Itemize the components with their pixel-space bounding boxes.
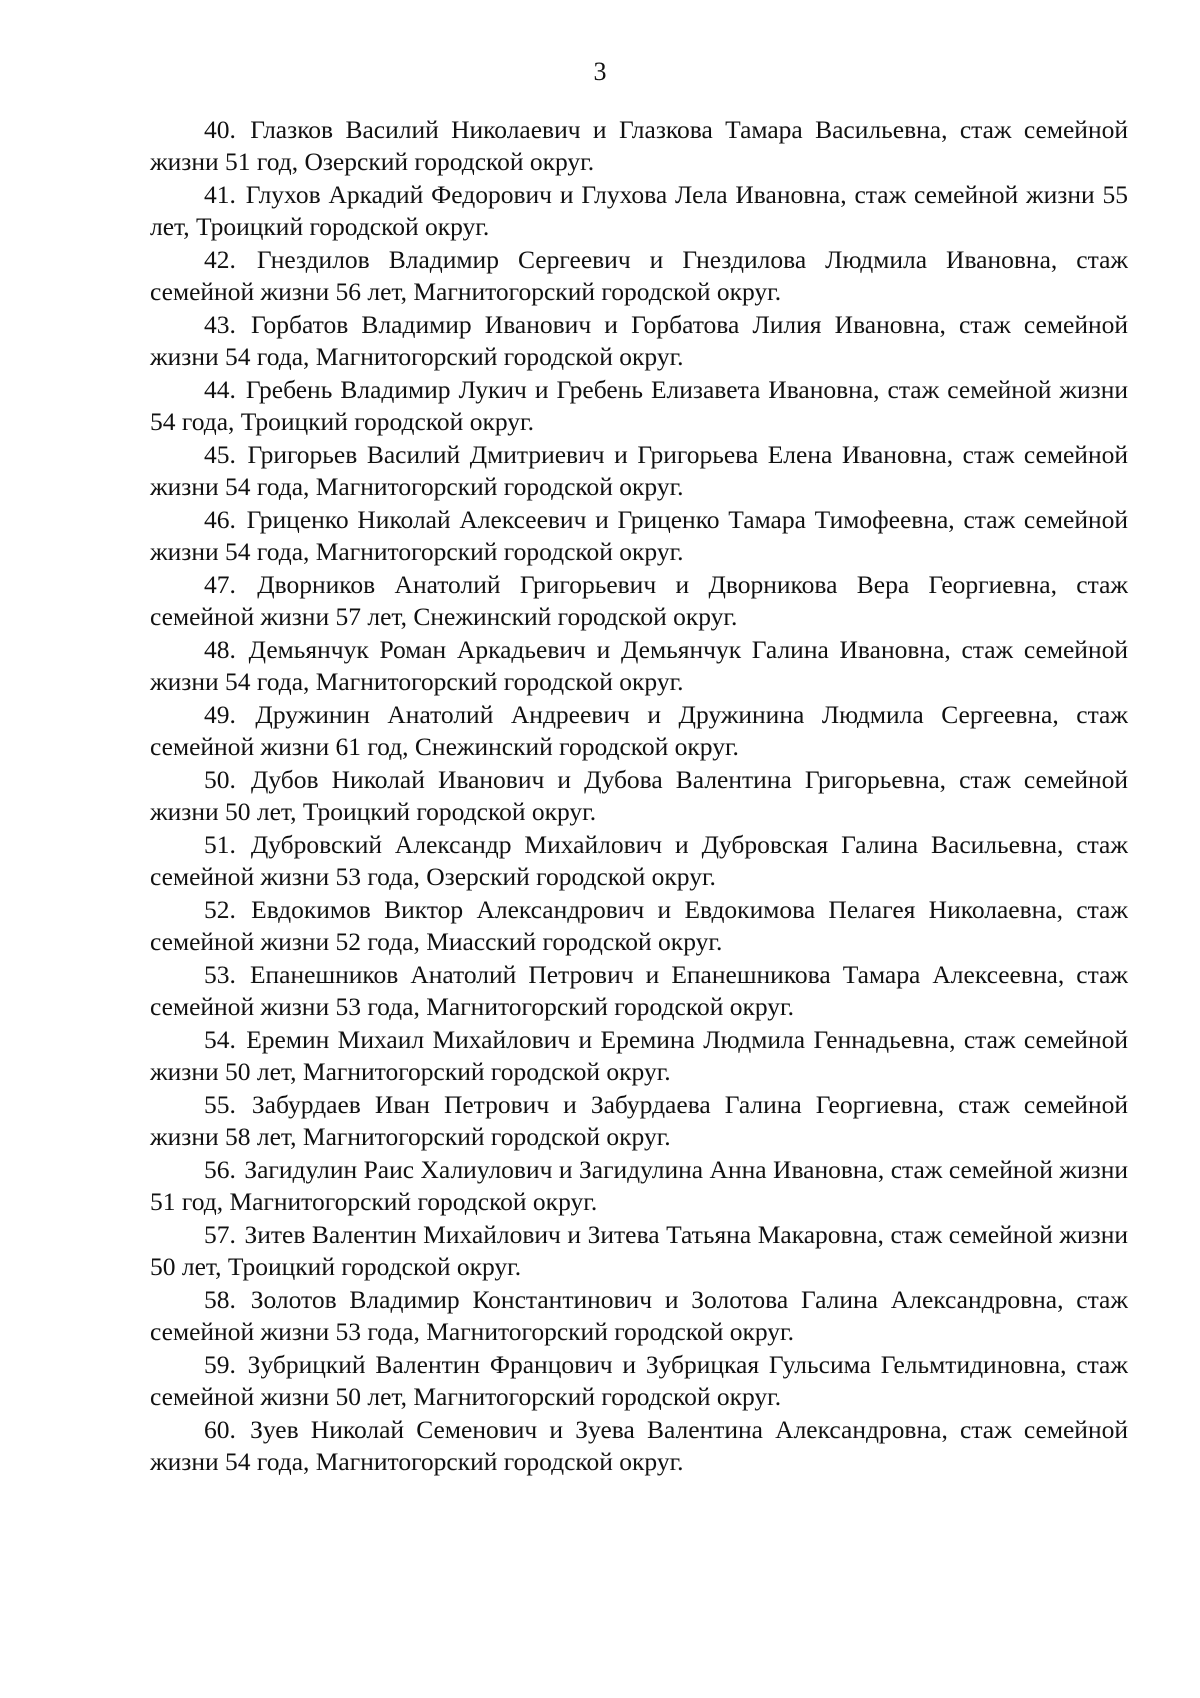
entry-number: 43. <box>204 310 236 339</box>
list-item <box>150 439 1128 503</box>
entry-text: Демьянчук Роман Аркадьевич и Демьянчук Галина Ивановна, стаж семейной жизни 54 года, Магнитогорский городской округ. <box>150 635 1128 696</box>
list-item <box>150 374 1128 438</box>
entry-text: Дубровский Александр Михайлович и Дубровская Галина Васильевна, стаж семейной жизни 53 года, Озерский городской округ. <box>150 830 1128 891</box>
entry-text: Дворников Анатолий Григорьевич и Дворникова Вера Георгиевна, стаж семейной жизни 57 лет, Снежинский городской округ. <box>150 570 1128 631</box>
list-item <box>150 309 1128 373</box>
list-item <box>150 244 1128 308</box>
list-item <box>150 504 1128 568</box>
entry-text: Гнездилов Владимир Сергеевич и Гнездилова Людмила Ивановна, стаж семейной жизни 56 лет, Магнитогорский городской округ. <box>150 245 1129 306</box>
entry-text: Дружинин Анатолий Андреевич и Дружинина Людмила Сергеевна, стаж семейной жизни 61 год, Снежинский городской округ. <box>150 700 1128 761</box>
entry-number: 42. <box>204 245 236 274</box>
entry-number: 55. <box>204 1090 236 1119</box>
list-item <box>150 1089 1128 1153</box>
entry-text: Загидулин Раис Халиулович и Загидулина Анна Ивановна, стаж семейной жизни 51 год, Магнитогорский городской округ. <box>150 1155 1129 1216</box>
list-item <box>150 1024 1128 1088</box>
list-item <box>150 1219 1128 1283</box>
entry-number: 60. <box>204 1415 236 1444</box>
entry-number: 54. <box>204 1025 236 1054</box>
entry-text: Дубов Николай Иванович и Дубова Валентина Григорьевна, стаж семейной жизни 50 лет, Троицкий городской округ. <box>150 765 1129 826</box>
list-item <box>150 634 1128 698</box>
entry-number: 53. <box>204 960 236 989</box>
entry-text: Глазков Василий Николаевич и Глазкова Тамара Васильевна, стаж семейной жизни 51 год, Озерский городской округ. <box>150 115 1128 176</box>
list-item <box>150 1349 1128 1413</box>
entry-text: Зитев Валентин Михайлович и Зитева Татьяна Макаровна, стаж семейной жизни 50 лет, Троицкий городской округ. <box>150 1220 1129 1281</box>
entry-text: Зубрицкий Валентин Францович и Зубрицкая Гульсима Гельмтидиновна, стаж семейной жизни 50 лет, Магнитогорский городской округ. <box>150 1350 1128 1411</box>
entry-number: 48. <box>204 635 236 664</box>
entry-number: 50. <box>204 765 236 794</box>
entry-text: Епанешников Анатолий Петрович и Епанешникова Тамара Алексеевна, стаж семейной жизни 53 года, Магнитогорский городской округ. <box>150 960 1129 1021</box>
list-item <box>150 959 1128 1023</box>
entry-text: Гриценко Николай Алексеевич и Гриценко Тамара Тимофеевна, стаж семейной жизни 54 года, Магнитогорский городской округ. <box>150 505 1129 566</box>
entry-number: 40. <box>204 115 236 144</box>
list-item <box>150 894 1128 958</box>
entry-text: Глухов Аркадий Федорович и Глухова Лела Ивановна, стаж семейной жизни 55 лет, Троицкий городской округ. <box>150 180 1128 241</box>
entry-text: Забурдаев Иван Петрович и Забурдаева Галина Георгиевна, стаж семейной жизни 58 лет, Магнитогорский городской округ. <box>150 1090 1129 1151</box>
entry-text: Горбатов Владимир Иванович и Горбатова Лилия Ивановна, стаж семейной жизни 54 года, Магнитогорский городской округ. <box>150 310 1129 371</box>
list-item <box>150 829 1128 893</box>
list-item <box>150 569 1128 633</box>
entry-number: 57. <box>204 1220 236 1249</box>
list-item <box>150 1154 1128 1218</box>
entry-number: 49. <box>204 700 236 729</box>
entry-number: 44. <box>204 375 236 404</box>
list-item <box>150 764 1128 828</box>
entry-number: 52. <box>204 895 236 924</box>
entry-number: 51. <box>204 830 236 859</box>
list-item <box>150 179 1128 243</box>
list-item <box>150 114 1128 178</box>
entry-number: 56. <box>204 1155 236 1184</box>
list-item <box>150 1284 1128 1348</box>
entry-text: Еремин Михаил Михайлович и Еремина Людмила Геннадьевна, стаж семейной жизни 50 лет, Магнитогорский городской округ. <box>150 1025 1128 1086</box>
entry-text: Зуев Николай Семенович и Зуева Валентина Александровна, стаж семейной жизни 54 года, Магнитогорский городской округ. <box>150 1415 1128 1476</box>
entry-text: Золотов Владимир Константинович и Золотова Галина Александровна, стаж семейной жизни 53 года, Магнитогорский городской округ. <box>150 1285 1128 1346</box>
entry-number: 47. <box>204 570 236 599</box>
list-item <box>150 1414 1128 1478</box>
entry-number: 41. <box>204 180 236 209</box>
entry-number: 46. <box>204 505 236 534</box>
entry-text: Евдокимов Виктор Александрович и Евдокимова Пелагея Николаевна, стаж семейной жизни 52 года, Миасский городской округ. <box>150 895 1128 956</box>
entry-number: 58. <box>204 1285 236 1314</box>
entry-text: Григорьев Василий Дмитриевич и Григорьева Елена Ивановна, стаж семейной жизни 54 года, Магнитогорский городской округ. <box>150 440 1128 501</box>
entry-number: 59. <box>204 1350 236 1379</box>
entry-text: Гребень Владимир Лукич и Гребень Елизавета Ивановна, стаж семейной жизни 54 года, Троицкий городской округ. <box>150 375 1128 436</box>
page-number: 3 <box>593 57 607 86</box>
entry-list <box>150 114 1128 1479</box>
entry-number: 45. <box>204 440 236 469</box>
list-item <box>150 699 1128 763</box>
